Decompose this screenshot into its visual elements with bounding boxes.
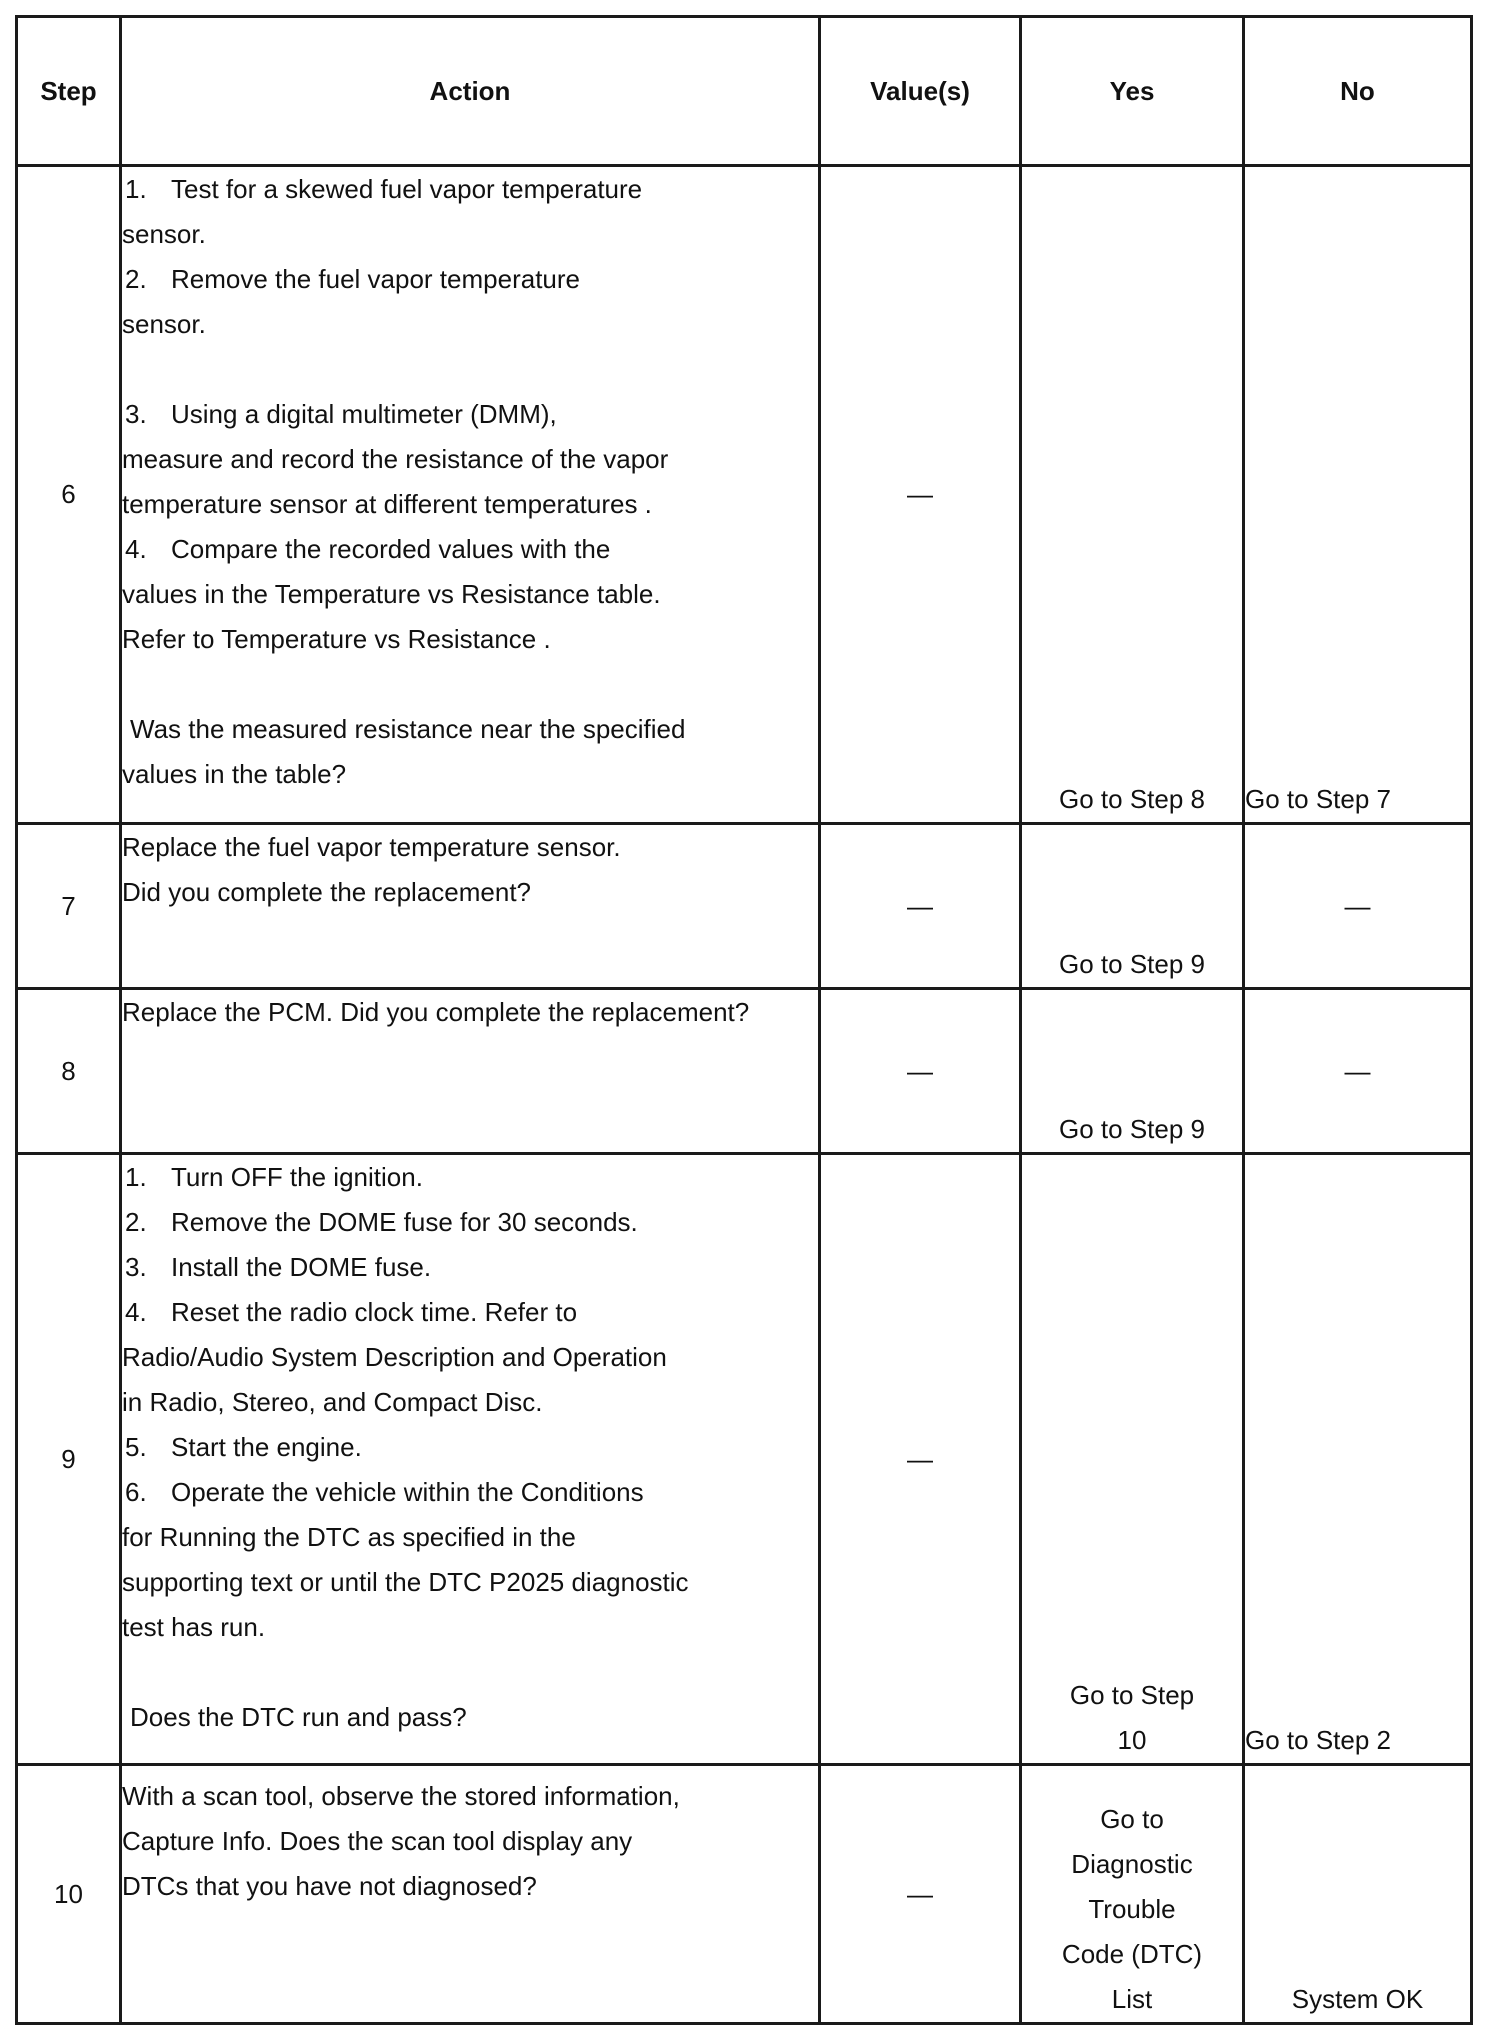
- diagnostic-table: [15, 15, 1473, 2025]
- yes-cell: Go to Diagnostic Trouble Code (DTC) List: [1021, 1765, 1244, 2024]
- header-row: [17, 17, 1472, 166]
- header-yes: Yes: [1021, 17, 1244, 166]
- action-line: Replace the fuel vapor temperature sensor.: [122, 832, 621, 862]
- no-cell: —: [1244, 824, 1472, 989]
- action-line: Radio/Audio System Description and Operation: [122, 1342, 667, 1372]
- action-line: 2. Remove the fuel vapor temperature: [125, 264, 580, 294]
- action-line: Did you complete the replacement?: [122, 877, 532, 907]
- no-cell: —: [1244, 989, 1472, 1154]
- action-cell: [121, 166, 820, 824]
- action-line: in Radio, Stereo, and Compact Disc.: [122, 1387, 543, 1417]
- table-row-step-7: [17, 824, 1472, 989]
- header-step: Step: [17, 17, 121, 166]
- action-line: 1. Test for a skewed fuel vapor temperature: [125, 174, 643, 204]
- values-cell: —: [820, 1765, 1021, 2024]
- table-row-step-8: [17, 989, 1472, 1154]
- header-no: No: [1244, 17, 1472, 166]
- values-cell: —: [820, 989, 1021, 1154]
- step-number: 8: [17, 989, 121, 1154]
- action-line: With a scan tool, observe the stored information,: [122, 1781, 680, 1811]
- action-line: sensor.: [122, 219, 206, 249]
- no-cell: Go to Step 7: [1244, 166, 1472, 824]
- table-row-step-9: [17, 1154, 1472, 1765]
- header-values: Value(s): [820, 17, 1021, 166]
- action-question: Was the measured resistance near the specified: [130, 714, 686, 744]
- yes-cell: Go to Step 9: [1021, 824, 1244, 989]
- action-line: for Running the DTC as specified in the: [122, 1522, 576, 1552]
- action-line: temperature sensor at different temperatures .: [122, 489, 652, 519]
- values-cell: —: [820, 824, 1021, 989]
- step-number: 7: [17, 824, 121, 989]
- action-cell: [121, 989, 820, 1154]
- action-line: 2. Remove the DOME fuse for 30 seconds.: [125, 1207, 638, 1237]
- action-line: 6. Operate the vehicle within the Conditions: [125, 1477, 644, 1507]
- action-line: 3. Install the DOME fuse.: [125, 1252, 432, 1282]
- step-number: 9: [17, 1154, 121, 1765]
- action-line: sensor.: [122, 309, 206, 339]
- action-line: measure and record the resistance of the vapor: [122, 444, 669, 474]
- table-row-step-10: [17, 1765, 1472, 2024]
- yes-cell: Go to Step 9: [1021, 989, 1244, 1154]
- action-line: 5. Start the engine.: [125, 1432, 362, 1462]
- action-line: DTCs that you have not diagnosed?: [122, 1871, 537, 1901]
- action-cell: [121, 1765, 820, 2024]
- header-action: Action: [121, 17, 820, 166]
- action-line: 3. Using a digital multimeter (DMM),: [125, 399, 557, 429]
- no-cell: Go to Step 2: [1244, 1154, 1472, 1765]
- values-cell: —: [820, 1154, 1021, 1765]
- step-number: 6: [17, 166, 121, 824]
- table-row-step-6: [17, 166, 1472, 824]
- action-line: 4. Compare the recorded values with the: [125, 534, 611, 564]
- action-line: Refer to Temperature vs Resistance .: [122, 624, 551, 654]
- action-line: Capture Info. Does the scan tool display any: [122, 1826, 633, 1856]
- action-line: supporting text or until the DTC P2025 diagnostic: [122, 1567, 689, 1597]
- step-number: 10: [17, 1765, 121, 2024]
- action-line: 4. Reset the radio clock time. Refer to: [125, 1297, 578, 1327]
- action-line: 1. Turn OFF the ignition.: [125, 1162, 423, 1192]
- action-cell: [121, 824, 820, 989]
- no-cell: System OK: [1244, 1765, 1472, 2024]
- values-cell: —: [820, 166, 1021, 824]
- action-line: values in the table?: [122, 759, 347, 789]
- action-line: values in the Temperature vs Resistance table.: [122, 579, 661, 609]
- action-question: Does the DTC run and pass?: [130, 1702, 467, 1732]
- action-line: test has run.: [122, 1612, 266, 1642]
- action-line: Replace the PCM. Did you complete the replacement?: [122, 997, 750, 1027]
- yes-cell: Go to Step 8: [1021, 166, 1244, 824]
- yes-cell: Go to Step 10: [1021, 1154, 1244, 1765]
- action-cell: [121, 1154, 820, 1765]
